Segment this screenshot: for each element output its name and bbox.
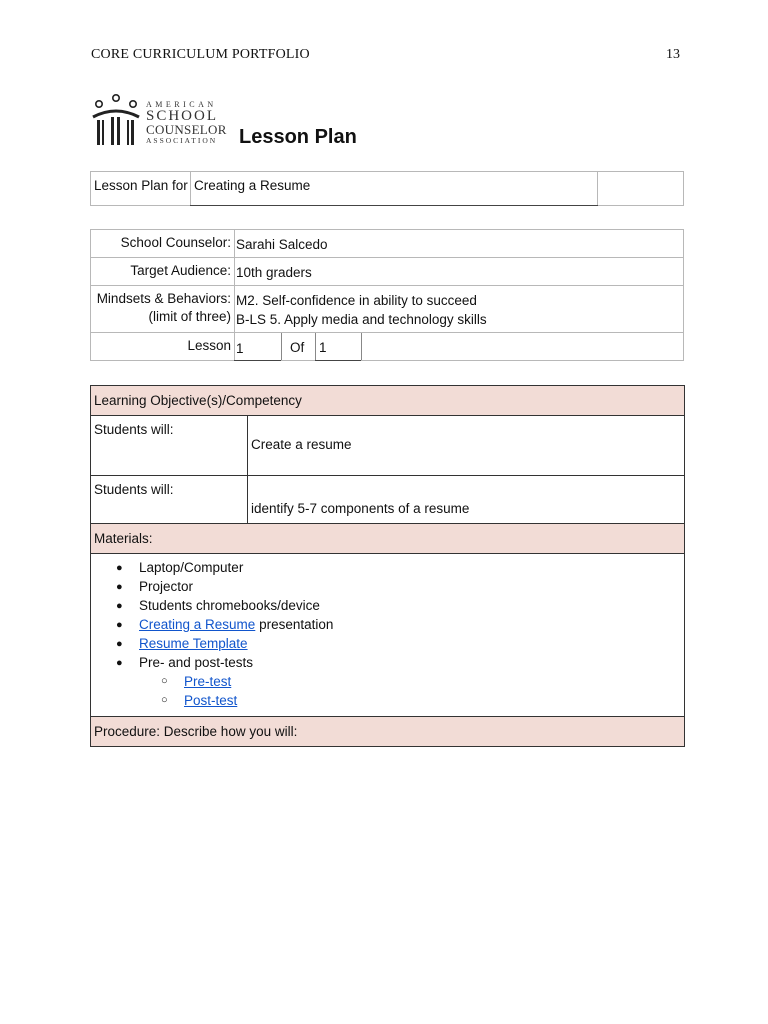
mindsets-value-1[interactable]: M2. Self-confidence in ability to succeed [236, 293, 477, 308]
divider [190, 172, 191, 205]
resume-template-link[interactable]: Resume Template [139, 636, 248, 651]
divider [315, 333, 316, 360]
divider [281, 333, 282, 360]
lesson-total[interactable]: 1 [319, 340, 327, 355]
logo-line-association: ASSOCIATION [146, 136, 218, 145]
bullet-icon: ● [116, 619, 123, 631]
materials-item [139, 636, 248, 651]
logo-line-counselor: COUNSELOR [146, 122, 227, 137]
procedure-header: Procedure: Describe how you will: [91, 716, 684, 746]
lesson-plan-for-table [90, 171, 684, 206]
divider [234, 333, 235, 360]
materials-item: Laptop/Computer [139, 560, 244, 575]
counselor-value[interactable]: Sarahi Salcedo [236, 237, 328, 252]
underline [234, 360, 281, 361]
objective-label: Students will: [94, 482, 174, 497]
mindsets-label-1: Mindsets & Behaviors: [96, 291, 231, 306]
lesson-plan-for-value[interactable]: Creating a Resume [194, 178, 311, 193]
page-number: 13 [666, 47, 680, 62]
objective-row [91, 416, 684, 476]
materials-item-suffix: presentation [255, 617, 334, 632]
bullet-icon: ● [116, 600, 123, 612]
sub-bullet-icon: ○ [161, 675, 168, 687]
underline [315, 360, 361, 361]
running-head: CORE CURRICULUM PORTFOLIO [91, 47, 310, 62]
asca-logo [91, 93, 231, 149]
materials-item: Projector [139, 579, 194, 594]
materials-item: Students chromebooks/device [139, 598, 320, 613]
objective-value[interactable]: identify 5-7 components of a resume [251, 501, 470, 516]
creating-a-resume-link[interactable]: Creating a Resume [139, 617, 256, 632]
bullet-icon: ● [116, 657, 123, 669]
lesson-plan-for-label: Lesson Plan for [94, 178, 188, 193]
objective-row [91, 476, 684, 524]
mindsets-label-2: (limit of three) [148, 309, 231, 324]
materials-item [139, 617, 333, 632]
logo-line-school: SCHOOL [146, 108, 219, 124]
asca-logo-text [146, 100, 231, 146]
of-label: Of [290, 340, 305, 355]
divider [234, 230, 235, 257]
lesson-row [90, 332, 684, 361]
audience-row [90, 257, 684, 286]
lesson-number[interactable]: 1 [236, 341, 244, 356]
counselor-label: School Counselor: [120, 235, 231, 250]
lesson-plan-for-underline [190, 205, 598, 206]
bullet-icon: ● [116, 638, 123, 650]
materials-header: Materials: [91, 524, 684, 554]
audience-label: Target Audience: [130, 263, 231, 278]
divider [247, 416, 248, 475]
materials-item: Pre- and post-tests [139, 655, 254, 670]
mindsets-value-2[interactable]: B-LS 5. Apply media and technology skills [236, 312, 487, 327]
sub-bullet-icon: ○ [161, 694, 168, 706]
materials-subitem [184, 693, 237, 708]
audience-value[interactable]: 10th graders [236, 265, 312, 280]
page-title: Lesson Plan [239, 126, 357, 148]
divider [361, 333, 362, 360]
divider [597, 172, 598, 205]
lesson-label: Lesson [187, 338, 231, 353]
divider [234, 258, 235, 285]
materials-subitem [184, 674, 231, 689]
objective-label: Students will: [94, 422, 174, 437]
counselor-row [90, 229, 684, 258]
objectives-header: Learning Objective(s)/Competency [91, 386, 684, 416]
logo-line-american: AMERICAN [146, 100, 217, 109]
objective-value[interactable]: Create a resume [251, 437, 352, 452]
divider [247, 476, 248, 523]
mindsets-row [90, 285, 684, 333]
objectives-table [90, 385, 685, 747]
asca-logo-icon [91, 93, 141, 149]
bullet-icon: ● [116, 562, 123, 574]
bullet-icon: ● [116, 581, 123, 593]
post-test-link[interactable]: Post-test [184, 693, 238, 708]
divider [234, 286, 235, 332]
pre-test-link[interactable]: Pre-test [184, 674, 232, 689]
